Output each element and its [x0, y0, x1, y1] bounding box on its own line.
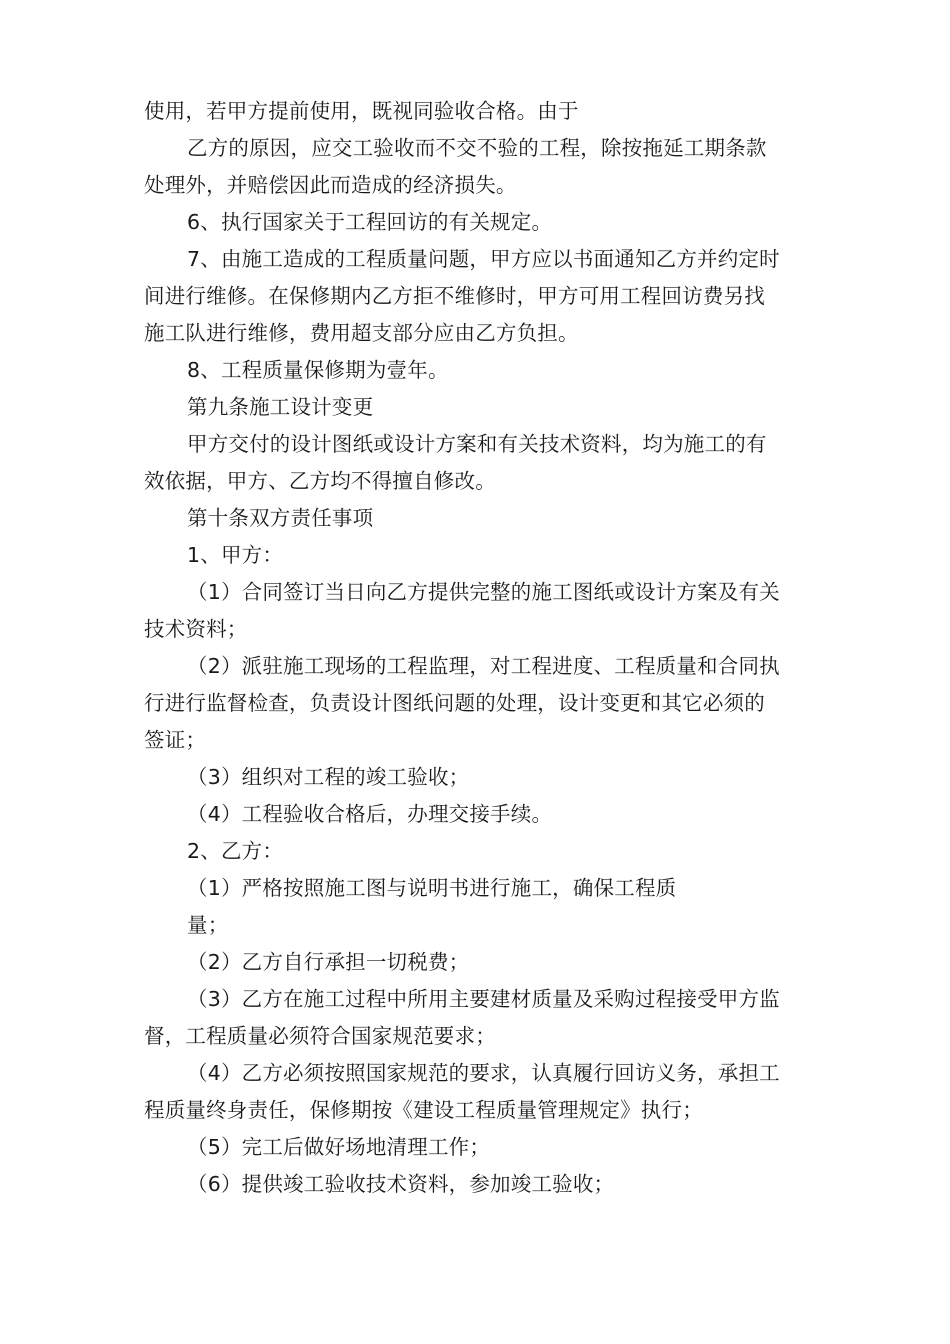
- text-line: 程质量终身责任，保修期按《建设工程质量管理规定》执行；: [144, 1098, 703, 1122]
- text-line: （3）乙方在施工过程中所用主要建材质量及采购过程接受甲方监: [187, 987, 780, 1011]
- text-line: 签证；: [144, 728, 207, 752]
- text-line: （4）乙方必须按照国家规范的要求，认真履行回访义务，承担工: [187, 1061, 780, 1085]
- text-line: 2、乙方：: [187, 839, 284, 863]
- text-line: 间进行维修。在保修期内乙方拒不维修时，甲方可用工程回访费另找: [144, 284, 765, 308]
- text-line: 7、由施工造成的工程质量问题，甲方应以书面通知乙方并约定时: [187, 247, 780, 271]
- text-line: （4）工程验收合格后，办理交接手续。: [187, 802, 553, 826]
- text-line: （6）提供竣工验收技术资料，参加竣工验收；: [187, 1172, 615, 1196]
- section-heading: 第九条施工设计变更: [187, 395, 374, 419]
- text-line: 量；: [187, 913, 229, 937]
- text-line: 乙方的原因，应交工验收而不交不验的工程，除按拖延工期条款: [187, 136, 767, 160]
- text-line: （5）完工后做好场地清理工作；: [187, 1135, 491, 1159]
- text-line: 效依据，甲方、乙方均不得擅自修改。: [144, 469, 496, 493]
- text-line: 督，工程质量必须符合国家规范要求；: [144, 1024, 496, 1048]
- text-line: （2）派驻施工现场的工程监理，对工程进度、工程质量和合同执: [187, 654, 780, 678]
- text-line: 甲方交付的设计图纸或设计方案和有关技术资料，均为施工的有: [187, 432, 767, 456]
- text-line: 6、执行国家关于工程回访的有关规定。: [187, 210, 553, 234]
- section-heading: 第十条双方责任事项: [187, 506, 374, 530]
- text-line: 1、甲方：: [187, 543, 284, 567]
- text-line: 施工队进行维修，费用超支部分应由乙方负担。: [144, 321, 579, 345]
- text-line: 使用，若甲方提前使用，既视同验收合格。由于: [144, 99, 579, 123]
- text-line: （3）组织对工程的竣工验收；: [187, 765, 470, 789]
- text-line: 技术资料；: [144, 617, 248, 641]
- text-line: 处理外，并赔偿因此而造成的经济损失。: [144, 173, 517, 197]
- text-line: （2）乙方自行承担一切税费；: [187, 950, 470, 974]
- text-line: 行进行监督检查，负责设计图纸问题的处理，设计变更和其它必须的: [144, 691, 765, 715]
- text-line: （1）严格按照施工图与说明书进行施工，确保工程质: [187, 876, 677, 900]
- text-line: 8、工程质量保修期为壹年。: [187, 358, 449, 382]
- text-line: （1）合同签订当日向乙方提供完整的施工图纸或设计方案及有关: [187, 580, 780, 604]
